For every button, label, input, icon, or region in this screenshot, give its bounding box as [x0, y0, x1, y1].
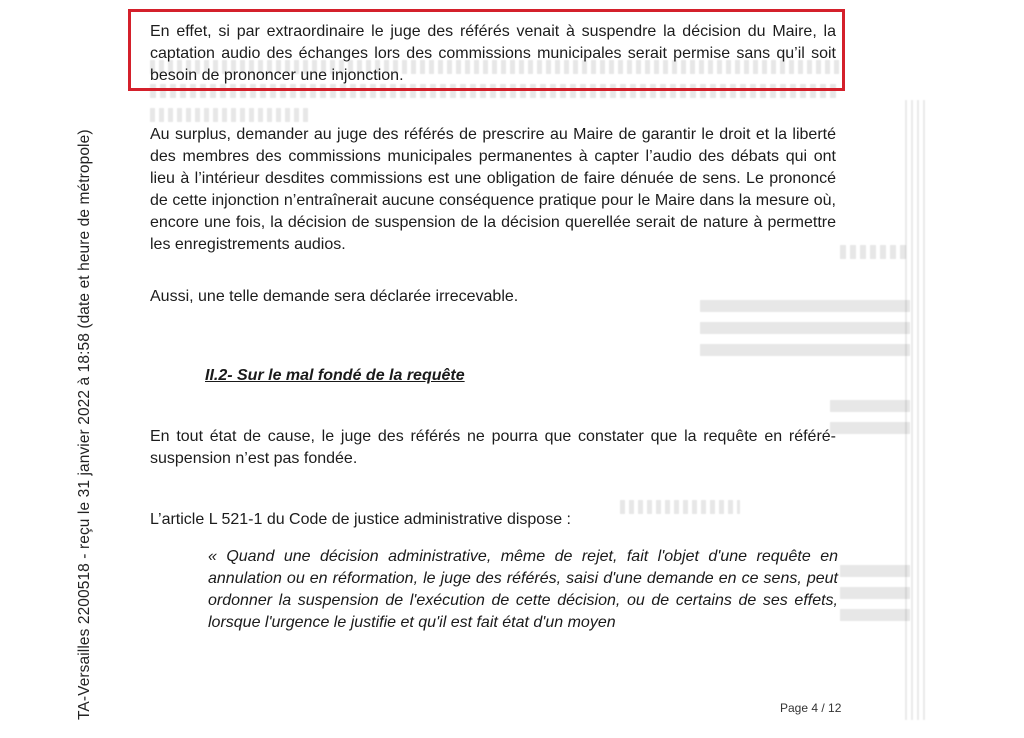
- receipt-stamp: TA-Versailles 2200518 - reçu le 31 janvier 2022 à 18:58 (date et heure de métropole): [76, 129, 93, 720]
- bleed-through-line: [150, 108, 310, 122]
- paragraph-irrecevable: Aussi, une telle demande sera déclarée irrecevable.: [150, 288, 519, 305]
- bleed-through-stamp: [905, 100, 927, 720]
- page-number: Page 4 / 12: [780, 701, 842, 715]
- section-heading: II.2- Sur le mal fondé de la requête: [205, 367, 465, 384]
- bleed-through-block: [700, 300, 910, 360]
- bleed-through-block: [840, 565, 910, 625]
- paragraph-surplus: Au surplus, demander au juge des référés de prescrire au Maire de garantir le droit et la liberté des membres des commissions municipales permanentes à capter l’audio des débats qui ont lieu à l’intérieur desdites commissions est une obligation de faire dénuée de sens. Le prononcé de cette injonction n’entraînerait aucune conséquence pratique pour le Maire dans la mesure où, encore une fois, la décision de suspension de la décision querellée serait de nature à permettre les enregistrements audios.: [150, 126, 836, 253]
- paragraph-article: L’article L 521-1 du Code de justice administrative dispose :: [150, 511, 571, 528]
- article-quote: « Quand une décision administrative, même de rejet, fait l'objet d'une requête en annulation ou en réformation, le juge des référés, saisi d'une demande en ce sens, peut ordonner la suspension de l'exécution de cette décision, ou de certains de ses effets, lorsque l'urgence le justifie et qu'il est fait état d'un moyen: [208, 548, 838, 631]
- highlighted-paragraph: En effet, si par extraordinaire le juge des référés venait à suspendre la décision du Maire, la captation audio des échanges lors des commissions municipales serait permise sans qu’il soit besoin de prononcer une injonction.: [150, 23, 836, 84]
- bleed-through-line: [840, 245, 910, 259]
- paragraph-non-fondee: En tout état de cause, le juge des référés ne pourra que constater que la requête en référé-suspension n’est pas fondée.: [150, 428, 836, 467]
- bleed-through-block: [830, 400, 910, 440]
